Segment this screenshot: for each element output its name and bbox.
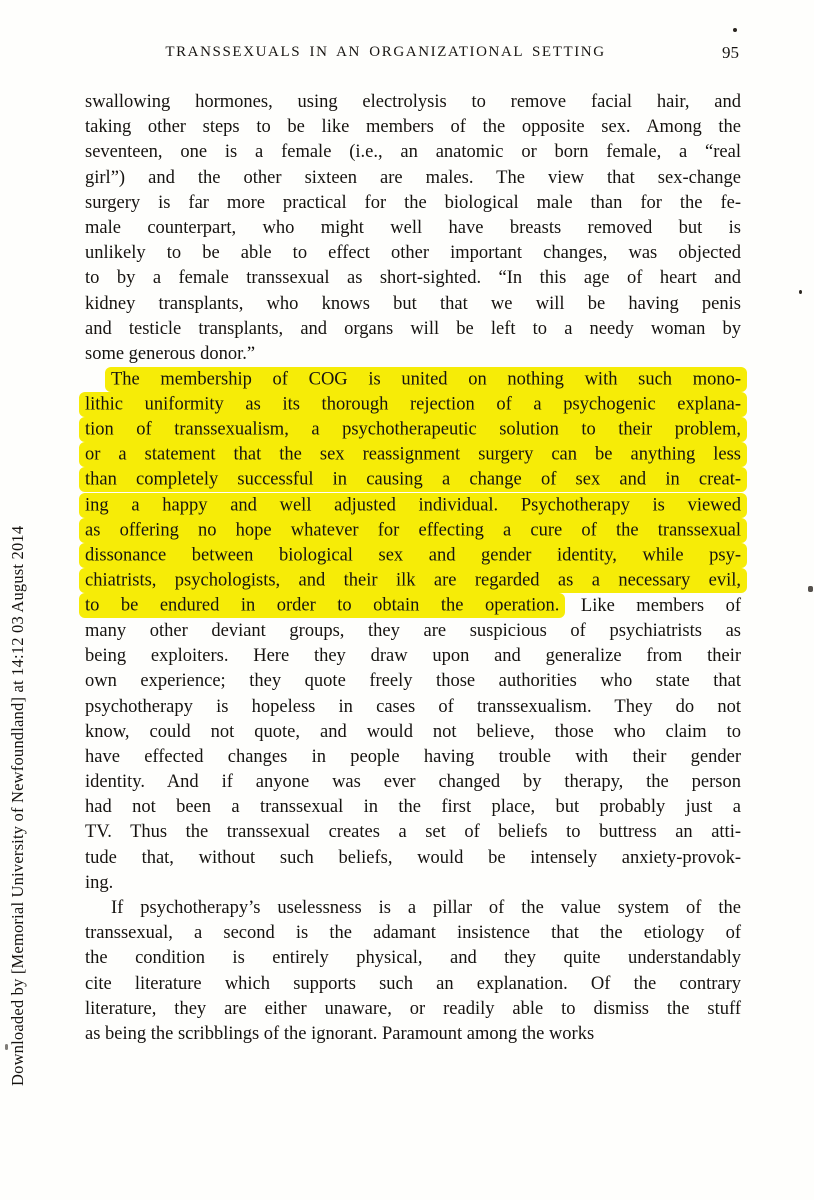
text-line (85, 266, 741, 291)
scan-speck (808, 586, 813, 592)
text-segment: own experience; they quote freely those authorities who state that (85, 671, 741, 692)
text-segment: swallowing hormones, using electrolysis to remove facial hair, and (85, 92, 741, 112)
text-line (85, 241, 741, 266)
text-segment: girl”) and the other sixteen are males. The view that sex-change (85, 167, 741, 188)
text-line (85, 468, 741, 493)
text-line (85, 1022, 741, 1047)
text-segment: the condition is entirely physical, and they quite understandably (85, 948, 741, 969)
text-segment: tude that, without such beliefs, would be intensely anxiety-provok- (85, 847, 741, 868)
text-line (85, 997, 741, 1022)
text-segment: male counterpart, who might well have breasts removed but is (85, 217, 741, 238)
download-watermark: Downloaded by [Memorial University of Newfoundland] at 14:12 03 August 2014 (8, 525, 27, 1086)
text-line (85, 795, 741, 820)
text-line (85, 166, 741, 191)
text-segment: as being the scribblings of the ignorant. Paramount among the works (85, 1023, 595, 1044)
text-segment: unlikely to be able to effect other important changes, was objected (85, 243, 741, 264)
text-line (85, 619, 741, 644)
text-segment: psychotherapy is hopeless in cases of transsexualism. They do not (85, 696, 741, 717)
text-segment: and testicle transplants, and organs will be left to a needy woman by (85, 318, 741, 339)
text-line (85, 115, 741, 140)
text-line (85, 367, 741, 392)
text-segment: If psychotherapy’s uselessness is a pillar of the value system of the (111, 898, 741, 918)
text-segment: cite literature which supports such an explanation. Of the contrary (85, 973, 741, 994)
highlighted-text: than completely successful in causing a change of sex and in creat- (79, 467, 747, 492)
text-line (85, 871, 741, 896)
text-segment: many other deviant groups, they are suspicious of psychiatrists as (85, 620, 741, 641)
scan-speck (799, 290, 802, 294)
text-segment: to by a female transsexual as short-sighted. “In this age of heart and (85, 268, 741, 289)
text-line (85, 140, 741, 165)
text-line (85, 972, 741, 997)
body-text-block (85, 90, 741, 1047)
text-line (85, 846, 741, 871)
text-segment: transsexual, a second is the adamant insistence that the etiology of (85, 923, 741, 944)
highlighted-text: chiatrists, psychologists, and their ilk are regarded as a necessary evil, (79, 568, 747, 593)
scan-speck (733, 28, 737, 32)
highlighted-text: ing a happy and well adjusted individual. Psychotherapy is viewed (79, 493, 747, 518)
highlighted-text: or a statement that the sex reassignment surgery can be anything less (79, 442, 747, 467)
text-line (85, 543, 741, 568)
highlighted-text: as offering no hope whatever for effecting a cure of the transsexual (79, 518, 747, 543)
scan-speck (5, 1044, 8, 1050)
text-line (85, 417, 741, 442)
text-line (85, 191, 741, 216)
text-segment: some generous donor.” (85, 343, 256, 364)
text-segment: had not been a transsexual in the first place, but probably just a (85, 797, 741, 818)
text-line (85, 946, 741, 971)
text-segment: TV. Thus the transsexual creates a set of beliefs to buttress an atti- (85, 822, 741, 843)
highlighted-text: lithic uniformity as its thorough rejection of a psychogenic explana- (79, 392, 747, 417)
text-line (85, 342, 741, 367)
text-segment: literature, they are either unaware, or readily able to dismiss the stuff (85, 998, 741, 1019)
running-head (85, 44, 741, 66)
text-segment: have effected changes in people having trouble with their gender (85, 746, 741, 767)
text-line (85, 745, 741, 770)
highlighted-text: dissonance between biological sex and gender identity, while psy- (79, 543, 747, 568)
text-line (85, 90, 741, 115)
text-segment: identity. And if anyone was ever changed by therapy, the person (85, 772, 741, 793)
text-segment: know, could not quote, and would not believe, those who claim to (85, 721, 741, 742)
text-line (85, 392, 741, 417)
page-number: 95 (722, 43, 739, 62)
text-line (85, 292, 741, 317)
highlighted-text: to be endured in order to obtain the operation. (79, 593, 565, 618)
text-segment: taking other steps to be like members of the opposite sex. Among the (85, 117, 741, 138)
text-segment: being exploiters. Here they draw upon and generalize from their (85, 646, 741, 667)
text-segment: Like members of (559, 595, 742, 616)
text-line (85, 896, 741, 921)
text-line (85, 921, 741, 946)
text-line (85, 594, 741, 619)
text-segment: surgery is far more practical for the biological male than for the fe- (85, 192, 741, 213)
text-line (85, 216, 741, 241)
text-segment: ing. (85, 872, 114, 893)
text-segment: kidney transplants, who knows but that we will be having penis (85, 293, 741, 314)
text-line (85, 669, 741, 694)
text-line (85, 443, 741, 468)
running-head-title: TRANSSEXUALS IN AN ORGANIZATIONAL SETTING (165, 44, 606, 60)
text-line (85, 493, 741, 518)
text-line (85, 720, 741, 745)
text-line (85, 695, 741, 720)
text-line (85, 820, 741, 845)
text-line (85, 770, 741, 795)
text-line (85, 317, 741, 342)
text-line (85, 569, 741, 594)
text-line (85, 644, 741, 669)
text-line (85, 518, 741, 543)
highlighted-text: The membership of COG is united on nothing with such mono- (105, 367, 747, 392)
highlighted-text: tion of transsexualism, a psychotherapeutic solution to their problem, (79, 417, 747, 442)
text-segment: seventeen, one is a female (i.e., an anatomic or born female, a “real (85, 142, 741, 163)
